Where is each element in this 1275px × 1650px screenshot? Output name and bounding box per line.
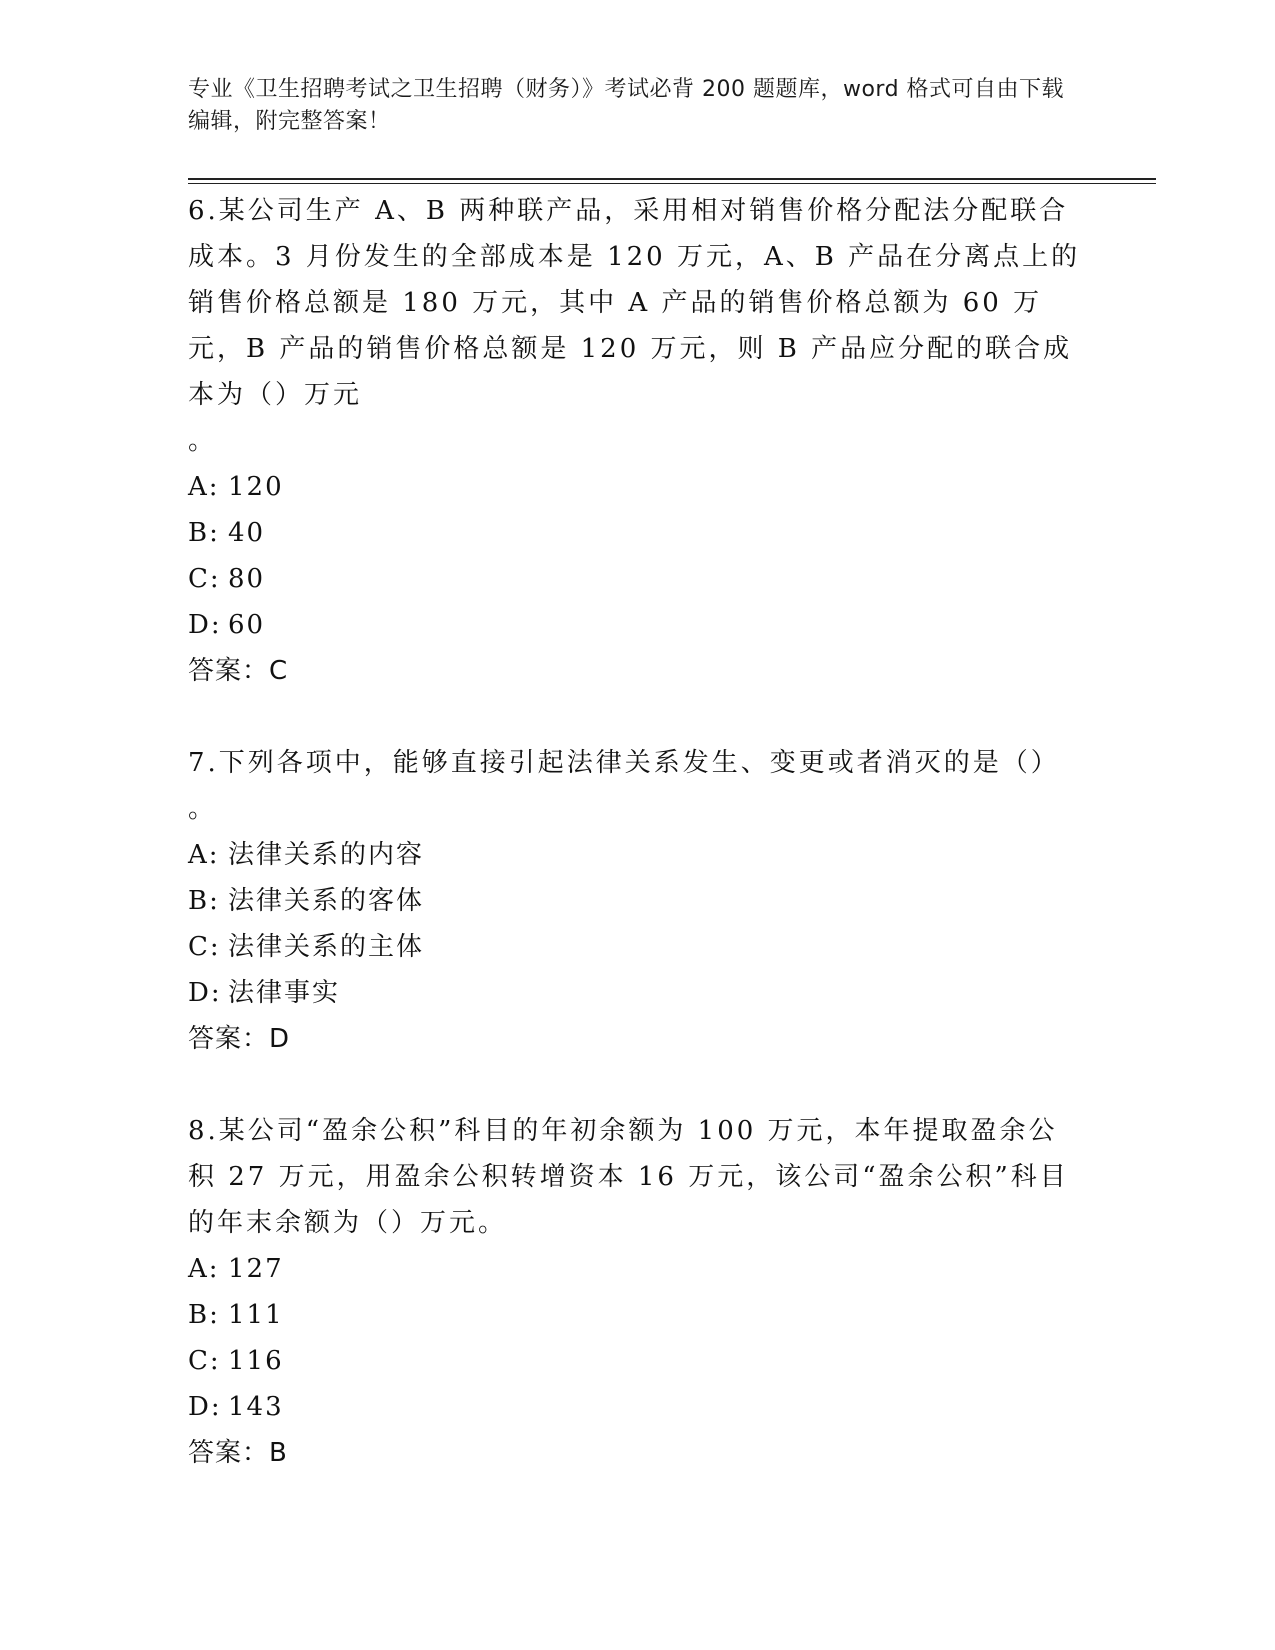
option-label: C:: [188, 564, 221, 594]
option-text: 111: [228, 1300, 284, 1330]
answer-line: 答案：C: [188, 656, 289, 686]
option-d: [188, 1384, 1083, 1430]
option-label: C:: [188, 932, 221, 962]
option-text: 60: [228, 610, 266, 640]
question-7: [188, 740, 1083, 1062]
answer-line: 答案：D: [188, 1024, 291, 1054]
option-label: B:: [188, 1300, 220, 1330]
option-b: [188, 1292, 1083, 1338]
document-header: 专业《卫生招聘考试之卫生招聘（财务）》考试必背 200 题题库，word 格式可自由下载编辑，附完整答案！: [188, 77, 1065, 134]
option-label: B:: [188, 518, 220, 548]
option-text: 80: [228, 564, 266, 594]
option-label: D:: [188, 978, 222, 1008]
question-stem: 7.下列各项中，能够直接引起法律关系发生、变更或者消灭的是（） 。: [188, 748, 1060, 824]
option-a: [188, 464, 1083, 510]
option-d: [188, 970, 1083, 1016]
option-text: 143: [228, 1392, 284, 1422]
question-6: [188, 188, 1083, 694]
question-spacer: [188, 694, 1083, 740]
option-label: D:: [188, 1392, 222, 1422]
option-label: C:: [188, 1346, 221, 1376]
question-spacer: [188, 1062, 1083, 1108]
option-text: 法律关系的客体: [228, 886, 425, 916]
option-a: [188, 1246, 1083, 1292]
option-text: 120: [228, 472, 284, 502]
option-d: [188, 602, 1083, 648]
option-c: [188, 556, 1083, 602]
answer-line: 答案：B: [188, 1438, 288, 1468]
option-c: [188, 924, 1083, 970]
question-stem: 6.某公司生产 A、B 两种联产品，采用相对销售价格分配法分配联合成本。3 月份发生的全部成本是 120 万元，A、B 产品在分离点上的销售价格总额是 180 万元，其中 A 产品的销售价格总额为 60 万元，B 产品的销售价格总额是 120 万元，则 B 产品应分配的联合成本为（）万元 。: [188, 196, 1081, 456]
option-text: 116: [228, 1346, 284, 1376]
option-text: 127: [228, 1254, 284, 1284]
option-text: 法律关系的内容: [228, 840, 425, 870]
option-b: [188, 878, 1083, 924]
question-stem: 8.某公司“盈余公积”科目的年初余额为 100 万元，本年提取盈余公积 27 万元，用盈余公积转增资本 16 万元，该公司“盈余公积”科目的年末余额为（）万元。: [188, 1116, 1069, 1238]
option-label: A:: [188, 472, 220, 502]
question-8: [188, 1108, 1083, 1476]
option-text: 法律关系的主体: [228, 932, 425, 962]
option-label: D:: [188, 610, 222, 640]
option-label: A:: [188, 840, 220, 870]
option-c: [188, 1338, 1083, 1384]
option-label: A:: [188, 1254, 220, 1284]
header-divider: [188, 178, 1156, 184]
question-list: [188, 188, 1083, 1476]
option-a: [188, 832, 1083, 878]
option-label: B:: [188, 886, 220, 916]
option-b: [188, 510, 1083, 556]
option-text: 40: [228, 518, 266, 548]
option-text: 法律事实: [228, 978, 341, 1008]
